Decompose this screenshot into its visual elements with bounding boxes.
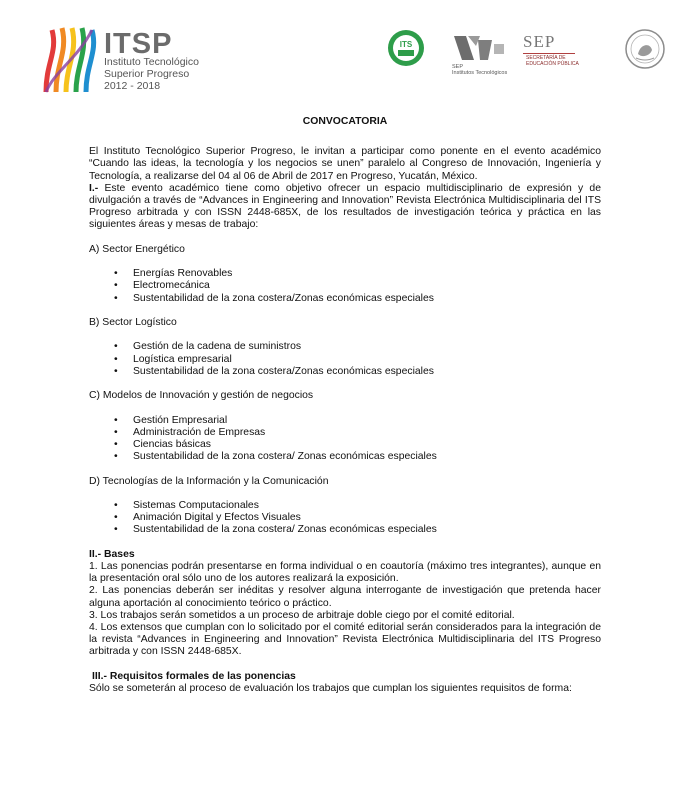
- spacer: [89, 463, 601, 475]
- list-item: • Electromecánica: [89, 280, 601, 292]
- spacer: [89, 232, 601, 244]
- brand-name: ITSP: [104, 28, 173, 60]
- document-title: CONVOCATORIA: [302, 116, 388, 127]
- list-item: • Sustentabilidad de la zona costera/Zonas económicas especiales: [89, 293, 601, 305]
- list-item: • Sistemas Computacionales: [89, 500, 601, 512]
- area-b-list: [89, 341, 601, 378]
- requirements-title: III.- Requisitos formales de las ponencias: [92, 670, 296, 682]
- list-item: • Gestión Empresarial: [89, 415, 601, 427]
- brand-line-3: 2012 - 2018: [104, 80, 161, 92]
- list-item: • Energías Renovables: [89, 268, 601, 280]
- spacer: [89, 329, 601, 341]
- section-1-label: I.-: [89, 182, 99, 194]
- list-item: • Ciencias básicas: [89, 439, 601, 451]
- list-item: • Sustentabilidad de la zona costera/Zonas económicas especiales: [89, 366, 601, 378]
- bases-item-4: 4. Los extensos que cumplan con lo solicitado por el comité editorial serán considerados para la integración de la revista “Advances in Engineering and Innovation” Revista Electrónica Multidisciplinaria del ITS Progreso arbitrada y con ISSN 2448-685X.: [89, 621, 601, 658]
- sep-tecnologicos-icon: [452, 32, 512, 68]
- its-logo-text: ITS: [399, 40, 413, 49]
- spacer: [89, 488, 601, 500]
- section-1-text: Este evento académico tiene como objetivo ofrecer un espacio multidisciplinario de expresión y de divulgación a través de “Advances in Engineering and Innovation” Revista Electrónica Multidisciplinaria del ITS Progreso arbitrada y con ISSN 2448-685X, de los resultados de investigación teórica y práctica en las siguientes áreas y mesas de trabajo:: [89, 182, 601, 231]
- sep-mini-line-1: SEP: [452, 64, 464, 70]
- sep-tecnologicos-label: [452, 64, 522, 76]
- list-item: • Gestión de la cadena de suministros: [89, 341, 601, 353]
- spacer: [89, 378, 601, 390]
- itsp-logo-icon: [38, 22, 102, 94]
- partner-logos: [386, 28, 662, 76]
- spacer: [89, 537, 601, 549]
- sep-sub-line-2: EDUCACIÓN PÚBLICA: [526, 61, 579, 67]
- page-header: [0, 0, 689, 110]
- spacer: [89, 402, 601, 414]
- list-item: • Administración de Empresas: [89, 427, 601, 439]
- sep-logo-text: SEP: [523, 32, 556, 51]
- brand-line-2: Superior Progreso: [104, 68, 190, 80]
- bases-title: II.- Bases: [89, 548, 135, 560]
- bases-item-2: 2. Las ponencias deberán ser inéditas y resolver alguna interrogante de investigación que pretenda hacer alguna aportación al conocimiento teórico o práctico.: [89, 585, 601, 609]
- list-item: • Animación Digital y Efectos Visuales: [89, 512, 601, 524]
- area-b-title: B) Sector Logístico: [89, 317, 177, 328]
- bases-item-3: 3. Los trabajos serán sometidos a un proceso de arbitraje doble ciego por el comité editorial.: [89, 609, 515, 621]
- area-a-list: [89, 268, 601, 305]
- document-body: [89, 116, 601, 695]
- area-d-title: D) Tecnologías de la Información y la Comunicación: [89, 475, 329, 487]
- section-1-paragraph: [89, 183, 601, 232]
- area-c-list: [89, 415, 601, 464]
- area-d-list: [89, 500, 601, 537]
- spacer: [89, 659, 601, 671]
- its-logo-icon: [386, 28, 426, 68]
- bases-item-1: 1. Las ponencias podrán presentarse en forma individual o en coautoría (máximo tres integrantes), aunque en la presentación oral sólo uno de los autores realizará la exposición.: [89, 560, 601, 585]
- sep-subtitle: [526, 55, 586, 67]
- sep-sub-line-1: SECRETARÍA DE: [526, 55, 566, 61]
- requirements-paragraph: Sólo se someterán al proceso de evaluación los trabajos que cumplan los siguientes requisitos de forma:: [89, 682, 572, 694]
- list-item: • Sustentabilidad de la zona costera/ Zonas económicas especiales: [89, 524, 601, 536]
- spacer: [89, 305, 601, 317]
- brand-subtitle: [104, 56, 224, 92]
- area-a-title: A) Sector Energético: [89, 243, 185, 255]
- intro-paragraph: El Instituto Tecnológico Superior Progreso, le invitan a participar como ponente en el evento académico “Cuando las ideas, la tecnología y los negocios se unen” paralelo al Congreso de Innovación, Ingeniería y Tecnología, a realizarse del 04 al 06 de Abril de 2017 en Progreso, Yucatán, México.: [89, 146, 601, 182]
- list-item: • Sustentabilidad de la zona costera/ Zonas económicas especiales: [89, 451, 601, 463]
- area-c-title: C) Modelos de Innovación y gestión de negocios: [89, 390, 314, 402]
- brand-line-1: Instituto Tecnológico: [104, 56, 199, 68]
- mexico-seal-icon: [624, 28, 666, 70]
- spacer: [89, 256, 601, 268]
- list-item: • Logística empresarial: [89, 354, 601, 366]
- sep-mini-line-2: Institutos Tecnológicos: [452, 70, 508, 76]
- sep-divider: [523, 53, 575, 54]
